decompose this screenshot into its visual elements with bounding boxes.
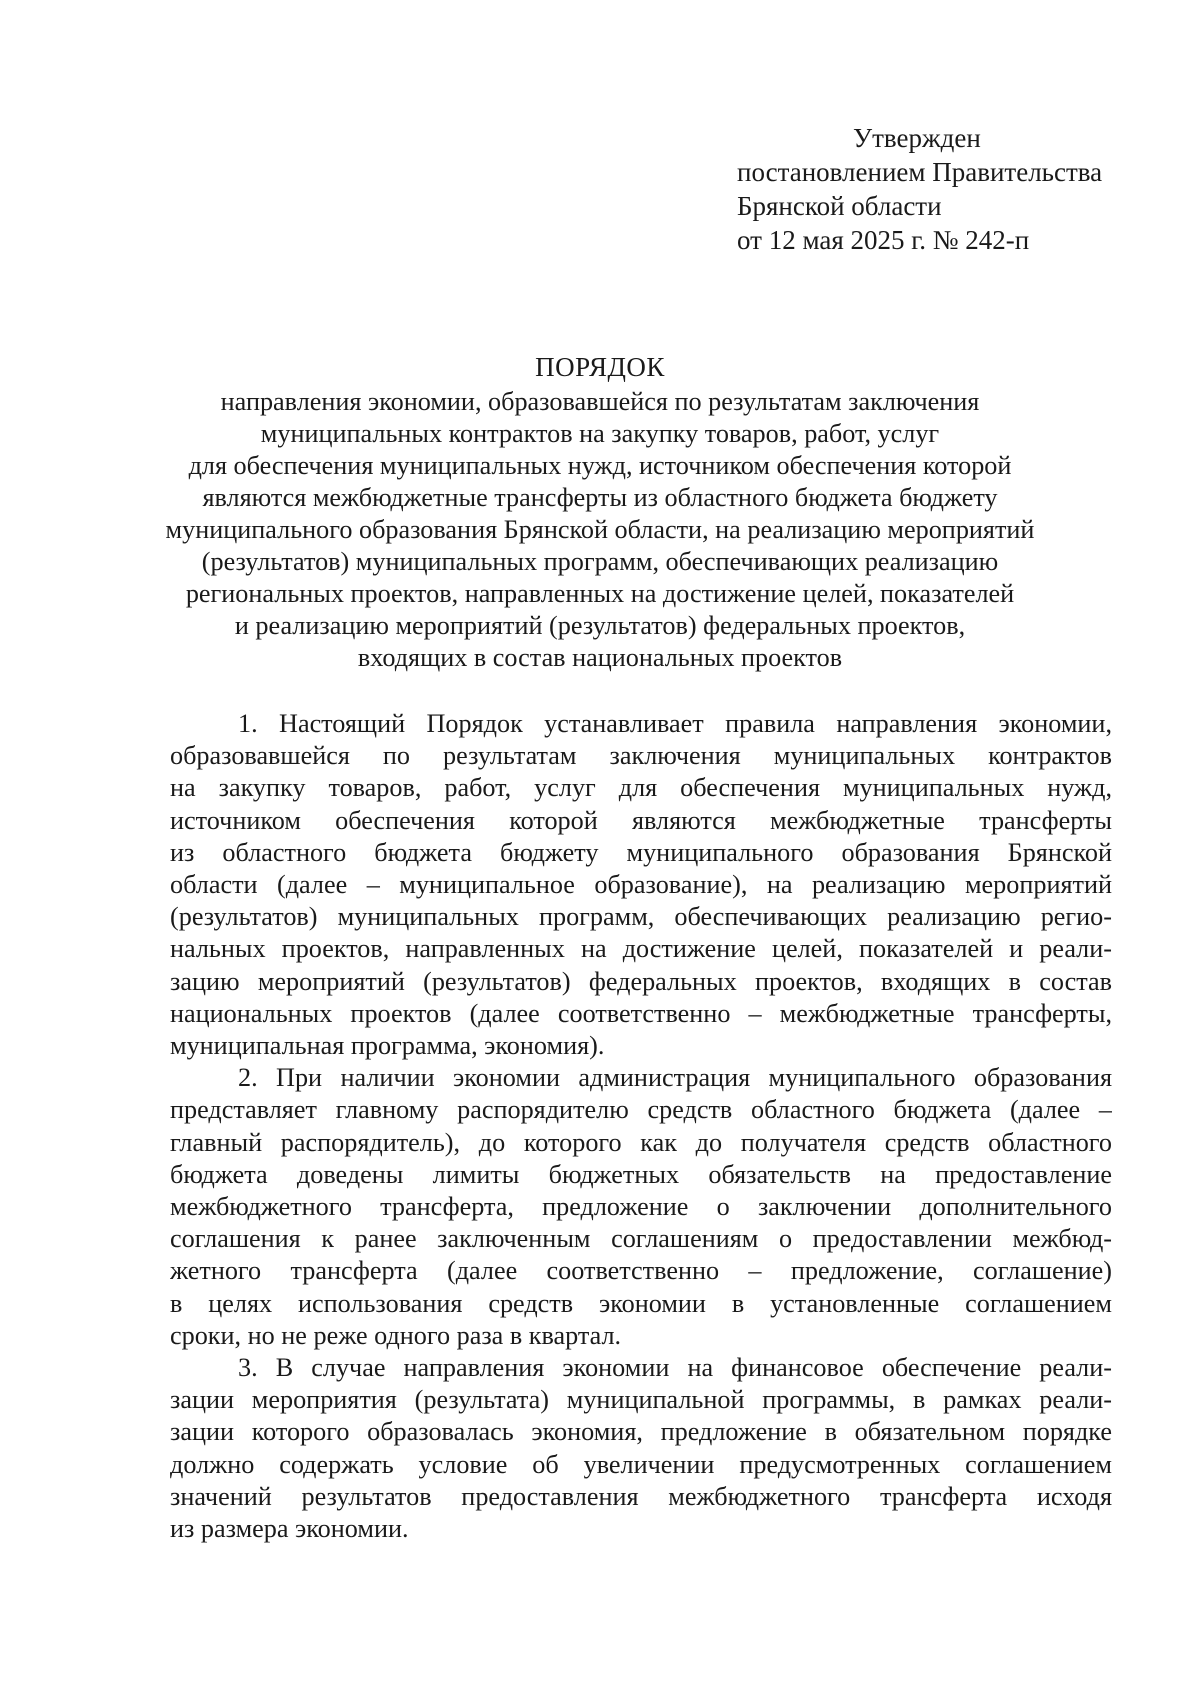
subtitle-line: входящих в состав национальных проектов bbox=[357, 643, 843, 672]
subtitle-line: муниципального образования Брянской области, на реализацию мероприятий bbox=[165, 515, 1035, 544]
paragraph-line: в целях использования средств экономии в установленные соглашением bbox=[170, 1288, 1112, 1318]
paragraph-line: национальных проектов (далее соответственно – межбюджетные трансферты, bbox=[170, 998, 1112, 1028]
subtitle-line: для обеспечения муниципальных нужд, источником обеспечения которой bbox=[188, 451, 1012, 480]
paragraph-line: значений результатов предоставления межбюджетного трансферта исходя bbox=[170, 1481, 1112, 1511]
paragraph-line: на закупку товаров, работ, услуг для обеспечения муниципальных нужд, bbox=[170, 773, 1112, 803]
paragraph-line: (результатов) муниципальных программ, обеспечивающих реализацию регио- bbox=[170, 902, 1112, 932]
paragraph-line: должно содержать условие об увеличении предусмотренных соглашением bbox=[170, 1449, 1112, 1479]
paragraph-line: сроки, но не реже одного раза в квартал. bbox=[170, 1320, 622, 1350]
paragraph-line: 2. При наличии экономии администрация муниципального образования bbox=[238, 1063, 1112, 1093]
paragraph-line: образовавшейся по результатам заключения муниципальных контрактов bbox=[170, 741, 1112, 771]
paragraph-line: межбюджетного трансферта, предложение о заключении дополнительного bbox=[170, 1192, 1112, 1222]
subtitle-line: региональных проектов, направленных на достижение целей, показателей bbox=[185, 579, 1015, 608]
paragraph-line: зации которого образовалась экономия, предложение в обязательном порядке bbox=[170, 1417, 1112, 1447]
subtitle-line: и реализацию мероприятий (результатов) федеральных проектов, bbox=[234, 611, 966, 640]
subtitle-line: муниципальных контрактов на закупку товаров, работ, услуг bbox=[260, 419, 940, 448]
paragraph-line: главный распорядитель), до которого как до получателя средств областного bbox=[170, 1127, 1112, 1157]
paragraph-line: зации мероприятия (результата) муниципальной программы, в рамках реали- bbox=[170, 1385, 1112, 1415]
subtitle-line: (результатов) муниципальных программ, обеспечивающих реализацию bbox=[201, 547, 999, 576]
approval-region-line: Брянской области bbox=[737, 191, 942, 221]
paragraph-line: бюджета доведены лимиты бюджетных обязательств на предоставление bbox=[170, 1159, 1112, 1189]
paragraph-line: 1. Настоящий Порядок устанавливает правила направления экономии, bbox=[238, 709, 1112, 738]
paragraph-line: области (далее – муниципальное образование), на реализацию мероприятий bbox=[170, 870, 1112, 900]
paragraph-line: нальных проектов, направленных на достижение целей, показателей и реали- bbox=[170, 934, 1112, 964]
paragraph-line: жетного трансферта (далее соответственно – предложение, соглашение) bbox=[170, 1256, 1112, 1286]
approval-date-number: от 12 мая 2025 г. № 242-п bbox=[737, 225, 1030, 255]
subtitle-line: направления экономии, образовавшейся по результатам заключения bbox=[220, 387, 980, 416]
approval-stamp bbox=[737, 121, 1102, 257]
paragraph-line: представляет главному распорядителю средств областного бюджета (далее – bbox=[170, 1095, 1112, 1125]
paragraph-2 bbox=[170, 1062, 1112, 1352]
paragraph-line: источником обеспечения которой являются межбюджетные трансферты bbox=[170, 805, 1112, 835]
subtitle-line: являются межбюджетные трансферты из областного бюджета бюджету bbox=[202, 483, 998, 512]
paragraph-line: муниципальная программа, экономия). bbox=[170, 1031, 605, 1061]
paragraph-line: из областного бюджета бюджету муниципального образования Брянской bbox=[170, 837, 1112, 867]
paragraph-line: зацию мероприятий (результатов) федеральных проектов, входящих в состав bbox=[170, 966, 1112, 996]
paragraph-line: соглашения к ранее заключенным соглашениям о предоставлении межбюд- bbox=[170, 1224, 1112, 1254]
approval-decree-line: постановлением Правительства bbox=[737, 157, 1103, 187]
approval-approved-label: Утвержден bbox=[853, 123, 981, 153]
paragraph-3 bbox=[170, 1352, 1112, 1545]
document-body bbox=[170, 708, 1112, 1545]
paragraph-1 bbox=[170, 708, 1112, 1062]
document-title: ПОРЯДОК bbox=[535, 352, 665, 382]
document-subtitle bbox=[130, 386, 1070, 674]
paragraph-line: 3. В случае направления экономии на финансовое обеспечение реали- bbox=[238, 1353, 1112, 1383]
paragraph-line: из размера экономии. bbox=[170, 1514, 409, 1544]
